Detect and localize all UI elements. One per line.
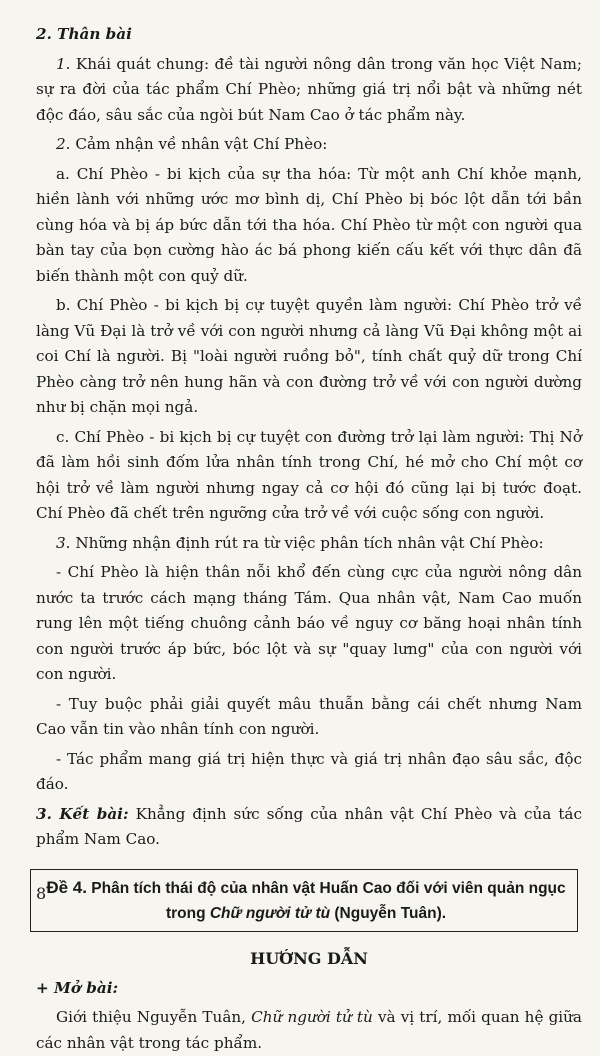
item-number: 3. (56, 533, 71, 552)
paragraph-overview: 1. Khái quát chung: đề tài người nông dân trong văn học Việt Nam; sự ra đời của tác phẩm Chí Phèo; những giá trị nổi bật và những nét độc đáo, sâu sắc của ngòi bút Nam Cao ở tác phẩm này. (36, 54, 583, 124)
paragraph-c: c. Chí Phèo - bi kịch bị cự tuyệt con đường trở lại làm người: Thị Nở đã làm hồi sinh đốm lửa nhân tính trong Chí, hé mở cho Chí một cơ hội trở về làm người nhưng ngay cả cơ hội đó cũng lại bị tước đoạt. Chí Phèo đã chết trên ngưỡng cửa trở về với cuộc sống con người. (36, 427, 582, 522)
intro-label: + Mở bài: (36, 978, 119, 997)
task-number: Đề 4. (46, 877, 87, 897)
dash-item-1: - Chí Phèo là hiện thân nỗi khổ đến cùng cực của người nông dân nước ta trước cách mạng tháng Tám. Qua nhân vật, Nam Cao muốn rung lên một tiếng chuông cảnh báo về nguy cơ băng hoại nhân tính con người trước áp bức, bóc lột và sự "quay lưng" của con người với con người. (36, 563, 582, 683)
section-heading-body: 2. Thân bài (36, 25, 132, 43)
task-box (30, 869, 578, 932)
dash-item-3: - Tác phẩm mang giá trị hiện thực và giá trị nhân đạo sâu sắc, độc đáo. (36, 749, 582, 793)
conclusion-label: 3. Kết bài: (36, 804, 129, 823)
paragraph-conclusions: 3. Những nhận định rút ra từ việc phân tích nhân vật Chí Phèo: (56, 533, 544, 552)
paragraph-a: a. Chí Phèo - bi kịch của sự tha hóa: Từ một anh Chí khỏe mạnh, hiền lành với những ước mơ bình dị, Chí Phèo bị bóc lột dẫn tới bần cùng hóa và bị áp bức dẫn tới tha hóa. Chí Phèo từ một con người qua bàn tay của bọn cường hào ác bá phong kiến cấu kết với thực dân đã biến thành một con quỷ dữ. (36, 164, 582, 285)
item-number: 1. (56, 54, 71, 73)
guide-title: HƯỚNG DẪN (250, 948, 368, 968)
page-content (36, 22, 582, 1056)
paragraph-conclusion: 3. Kết bài: Khẳng định sức sống của nhân vật Chí Phèo và của tác phẩm Nam Cao. (36, 804, 582, 848)
task-work-title: Chữ người tử tù (209, 904, 331, 922)
task-author: (Nguyễn Tuân). (334, 904, 447, 922)
dash-item-2: - Tuy buộc phải giải quyết mâu thuẫn bằng cái chết nhưng Nam Cao vẫn tin vào nhân tính con người. (36, 694, 582, 738)
paragraph-intro: Giới thiệu Nguyễn Tuân, Chữ người tử tù và vị trí, mối quan hệ giữa các nhân vật trong tác phẩm. (36, 1008, 582, 1052)
intro-work-title: Chữ người tử tù (251, 1008, 373, 1026)
page-number: 8 (36, 884, 47, 903)
paragraph-character: 2. Cảm nhận về nhân vật Chí Phèo: (56, 135, 328, 153)
item-number: 2. (56, 135, 71, 153)
task-text: Phân tích thái độ của nhân vật Huấn Cao đối với viên quản ngục trong (91, 879, 566, 922)
paragraph-b: b. Chí Phèo - bi kịch bị cự tuyệt quyền làm người: Chí Phèo trở về làng Vũ Đại là trở về với con người nhưng cả làng Vũ Đại không một ai coi Chí là người. Bị "loài người ruồng bỏ", tính chất quỷ dữ trong Chí Phèo càng trở nên hung hãn và con đường trở về với con người dường như bị chặn mọi ngả. (36, 296, 582, 416)
